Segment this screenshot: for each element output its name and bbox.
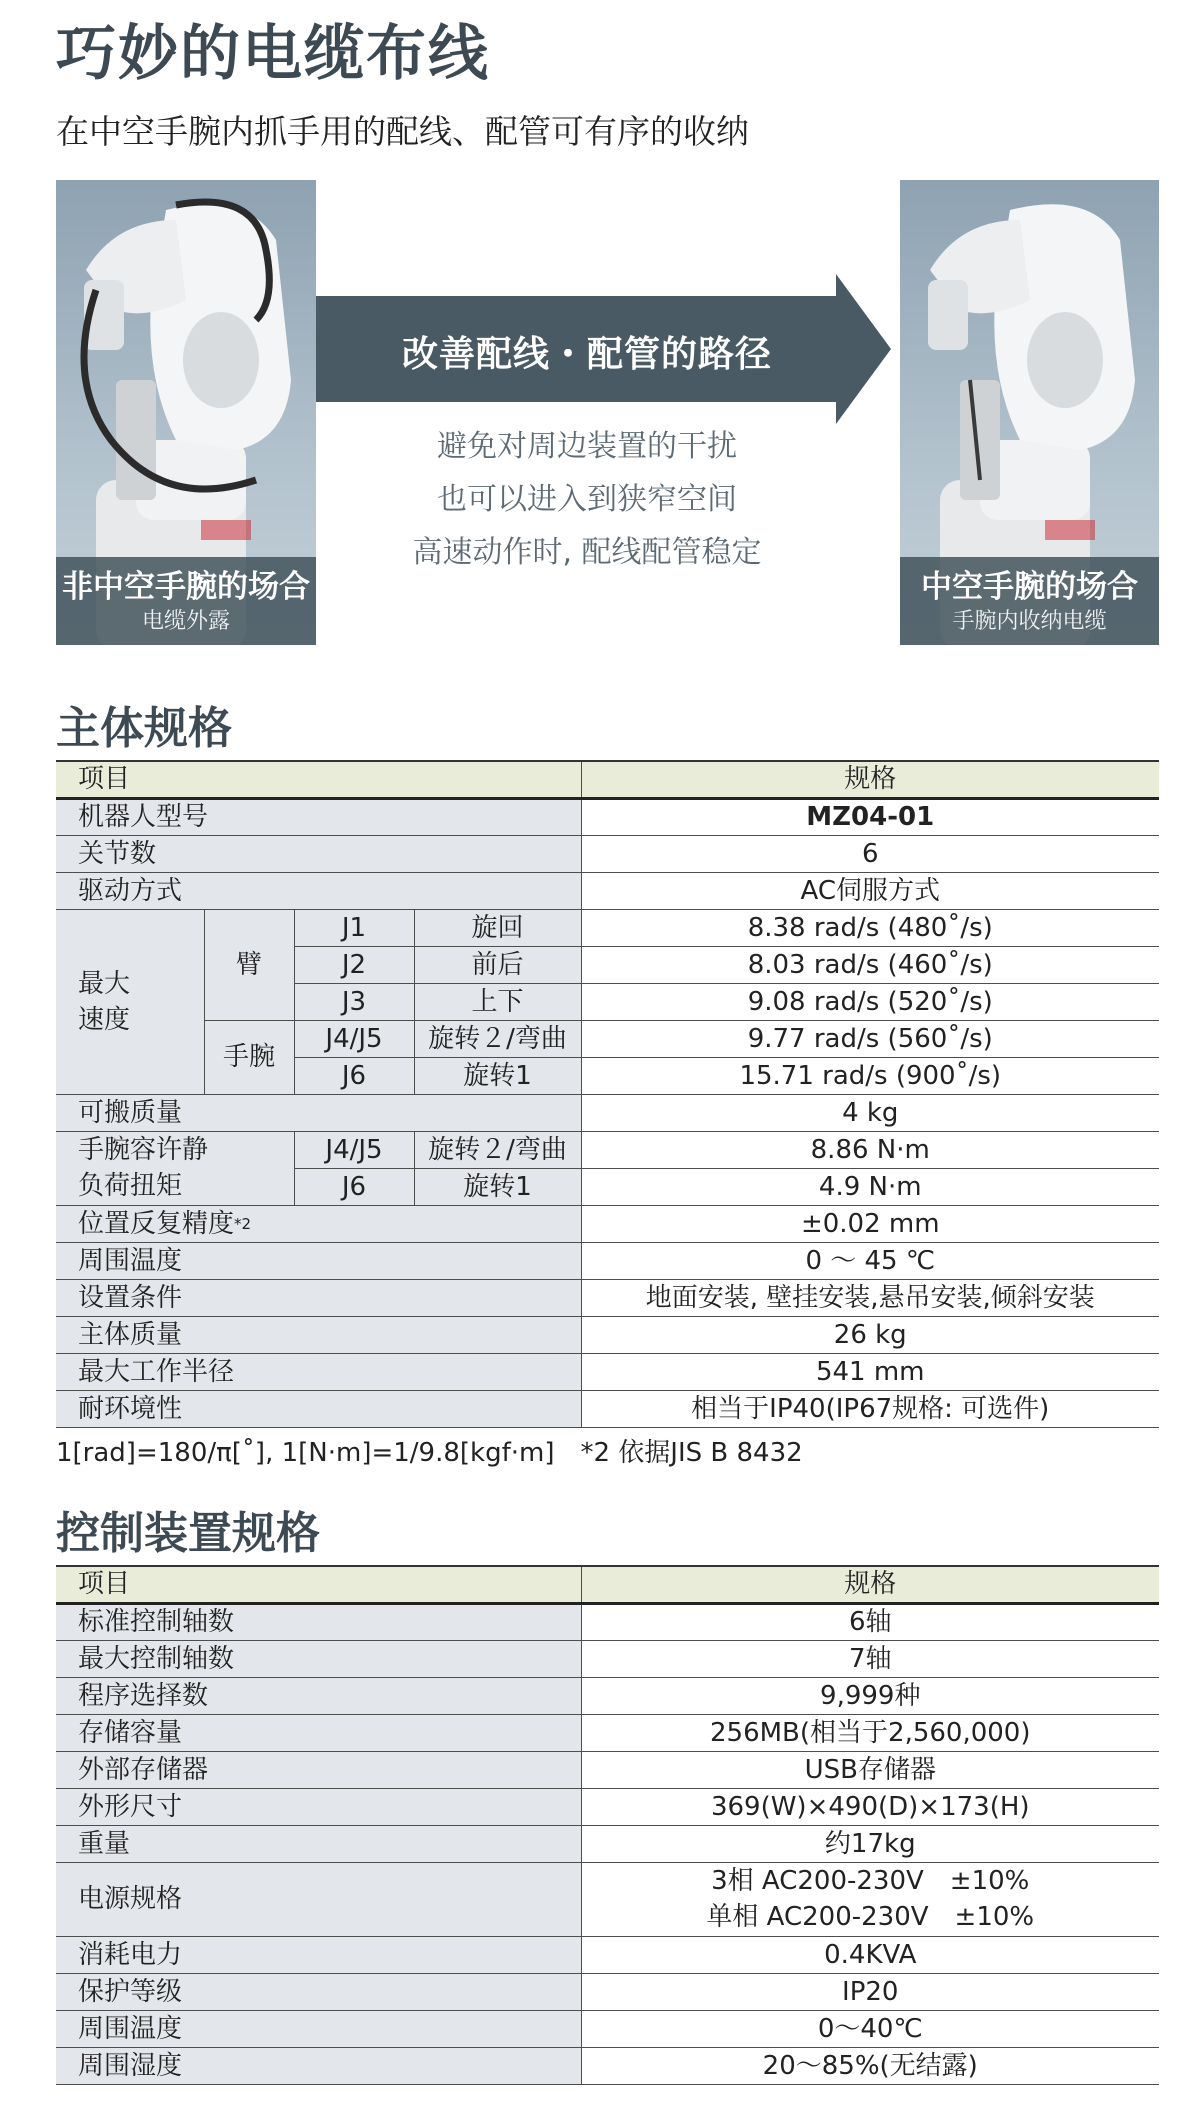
repeatability-label (56, 1205, 581, 1242)
row-label: 周围湿度 (56, 2047, 581, 2084)
table-row (56, 909, 1159, 946)
table-row (56, 1242, 1159, 1279)
payload-value: 4 kg (581, 1094, 1159, 1131)
torque-value: 4.9 N·m (581, 1168, 1159, 1205)
reach-label: 最大工作半径 (56, 1353, 581, 1390)
table-row (56, 835, 1159, 872)
table-row (56, 1862, 1159, 1936)
joints-value: 6 (581, 835, 1159, 872)
row-value: 9,999种 (581, 1677, 1159, 1714)
power-value-line: 3相 AC200-230V ±10% (711, 1866, 1030, 1896)
benefit-item: 高速动作时, 配线配管稳定 (412, 535, 762, 570)
motion-cell: 旋转1 (414, 1168, 581, 1205)
model-value: MZ04-01 (581, 798, 1159, 835)
environment-value: 相当于IP40(IP67规格: 可选件) (581, 1390, 1159, 1427)
right-caption-sub: 手腕内收纳电缆 (952, 609, 1107, 634)
row-label: 消耗电力 (56, 1936, 581, 1973)
mass-label: 主体质量 (56, 1316, 581, 1353)
header-spec: 规格 (581, 761, 1159, 798)
row-value: 369(W)×490(D)×173(H) (581, 1788, 1159, 1825)
axis-cell: J6 (294, 1168, 414, 1205)
table-row (56, 1677, 1159, 1714)
row-label: 保护等级 (56, 1973, 581, 2010)
row-value: 0～40℃ (581, 2010, 1159, 2047)
body-spec-heading: 主体规格 (56, 703, 232, 754)
row-value: USB存储器 (581, 1751, 1159, 1788)
row-value: 7轴 (581, 1640, 1159, 1677)
motion-cell: 旋转1 (414, 1057, 581, 1094)
torque-label-line: 手腕容许静 (78, 1135, 209, 1165)
drive-label: 驱动方式 (56, 872, 581, 909)
max-speed-label-line: 速度 (78, 1004, 131, 1035)
torque-label-line: 负荷扭矩 (78, 1171, 183, 1201)
table-row (56, 1279, 1159, 1316)
table-row (56, 2010, 1159, 2047)
footnote: 1[rad]=180/π[˚], 1[N·m]=1/9.8[kgf·m] *2 依据JIS B 8432 (56, 1438, 803, 1468)
table-header-row (56, 761, 1159, 798)
reach-value: 541 mm (581, 1353, 1159, 1390)
table-row (56, 1788, 1159, 1825)
torque-label (56, 1131, 294, 1205)
axis-cell: J3 (294, 983, 414, 1020)
page-subtitle: 在中空手腕内抓手用的配线、配管可有序的收纳 (56, 112, 749, 151)
table-row (56, 872, 1159, 909)
row-value: 6轴 (581, 1603, 1159, 1640)
motion-cell: 旋转２/弯曲 (414, 1020, 581, 1057)
max-speed-label (56, 909, 204, 1094)
motion-cell: 旋转２/弯曲 (414, 1131, 581, 1168)
payload-label: 可搬质量 (56, 1094, 581, 1131)
power-value (581, 1862, 1159, 1936)
motion-cell: 旋回 (414, 909, 581, 946)
row-value: 256MB(相当于2,560,000) (581, 1714, 1159, 1751)
wrist-label: 手腕 (204, 1020, 294, 1094)
body-spec-table (56, 760, 1159, 1428)
speed-value: 9.08 rad/s (520˚/s) (581, 983, 1159, 1020)
row-value: 约17kg (581, 1825, 1159, 1862)
power-value-line: 单相 AC200-230V ±10% (706, 1902, 1035, 1932)
table-row (56, 1936, 1159, 1973)
axis-cell: J2 (294, 946, 414, 983)
motion-cell: 上下 (414, 983, 581, 1020)
speed-value: 8.38 rad/s (480˚/s) (581, 909, 1159, 946)
speed-value: 9.77 rad/s (560˚/s) (581, 1020, 1159, 1057)
table-row (56, 1825, 1159, 1862)
header-item: 项目 (56, 761, 581, 798)
power-label: 电源规格 (56, 1862, 581, 1936)
table-row (56, 798, 1159, 835)
drive-value: AC伺服方式 (581, 872, 1159, 909)
row-label: 标准控制轴数 (56, 1603, 581, 1640)
ambient-temp-value: 0 ～ 45 ℃ (581, 1242, 1159, 1279)
table-row (56, 1603, 1159, 1640)
hollow-wrist-panel (900, 180, 1159, 645)
motion-cell: 前后 (414, 946, 581, 983)
row-label: 外部存储器 (56, 1751, 581, 1788)
max-speed-label-line: 最大 (78, 968, 131, 999)
mass-value: 26 kg (581, 1316, 1159, 1353)
speed-value: 8.03 rad/s (460˚/s) (581, 946, 1159, 983)
row-label: 周围温度 (56, 2010, 581, 2047)
table-row (56, 2047, 1159, 2084)
right-panel-caption (900, 557, 1159, 645)
model-label: 机器人型号 (56, 798, 581, 835)
table-row (56, 1640, 1159, 1677)
environment-label: 耐环境性 (56, 1390, 581, 1427)
arm-label: 臂 (204, 909, 294, 1020)
table-row (56, 1973, 1159, 2010)
row-value: 20～85%(无结露) (581, 2047, 1159, 2084)
benefit-list (316, 420, 858, 579)
page-title: 巧妙的电缆布线 (56, 19, 490, 89)
benefit-item: 也可以进入到狭窄空间 (437, 482, 737, 517)
ambient-temp-label: 周围温度 (56, 1242, 581, 1279)
axis-cell: J4/J5 (294, 1131, 414, 1168)
controller-spec-table (56, 1565, 1159, 2085)
repeatability-label-text: 位置反复精度 (78, 1208, 235, 1239)
table-row (56, 1131, 1159, 1168)
footnote-marker: *2 (234, 1214, 252, 1233)
axis-cell: J6 (294, 1057, 414, 1094)
row-label: 存储容量 (56, 1714, 581, 1751)
table-row (56, 1714, 1159, 1751)
installation-label: 设置条件 (56, 1279, 581, 1316)
table-header-row (56, 1566, 1159, 1603)
arrow-text: 改善配线・配管的路径 (401, 334, 772, 375)
left-caption-title: 非中空手腕的场合 (62, 569, 310, 605)
joints-label: 关节数 (56, 835, 581, 872)
installation-value: 地面安装, 壁挂安装,悬吊安装,倾斜安装 (581, 1279, 1159, 1316)
speed-value: 15.71 rad/s (900˚/s) (581, 1057, 1159, 1094)
row-label: 外形尺寸 (56, 1788, 581, 1825)
row-label: 重量 (56, 1825, 581, 1862)
header-spec: 规格 (581, 1566, 1159, 1603)
row-value: 0.4KVA (581, 1936, 1159, 1973)
table-row (56, 1751, 1159, 1788)
table-row (56, 1316, 1159, 1353)
left-panel-caption (56, 557, 316, 645)
header-item: 项目 (56, 1566, 581, 1603)
table-row (56, 1353, 1159, 1390)
axis-cell: J4/J5 (294, 1020, 414, 1057)
right-caption-title: 中空手腕的场合 (921, 569, 1138, 605)
row-label: 最大控制轴数 (56, 1640, 581, 1677)
table-row (56, 1094, 1159, 1131)
repeatability-value: ±0.02 mm (581, 1205, 1159, 1242)
table-row (56, 1205, 1159, 1242)
table-row (56, 1020, 1159, 1057)
axis-cell: J1 (294, 909, 414, 946)
row-value: IP20 (581, 1973, 1159, 2010)
left-caption-sub: 电缆外露 (141, 609, 230, 634)
benefit-item: 避免对周边装置的干扰 (437, 429, 737, 464)
controller-spec-heading: 控制装置规格 (56, 1508, 320, 1559)
table-row (56, 1390, 1159, 1427)
torque-value: 8.86 N·m (581, 1131, 1159, 1168)
row-label: 程序选择数 (56, 1677, 581, 1714)
non-hollow-wrist-panel (56, 180, 316, 645)
